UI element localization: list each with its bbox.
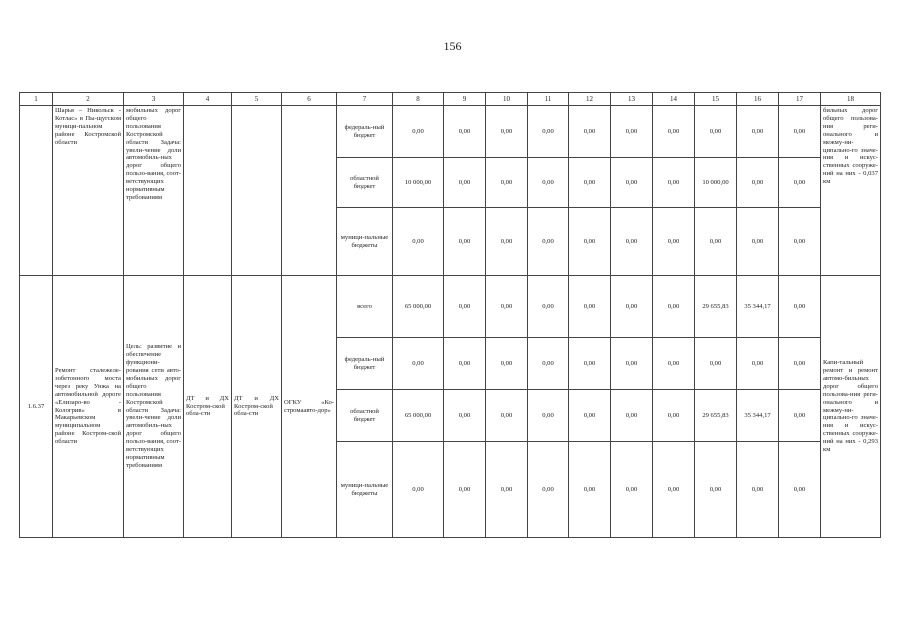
funding-value: 0,00 xyxy=(569,158,611,208)
column-header: 3 xyxy=(124,93,184,106)
funding-source: областной бюджет xyxy=(337,158,393,208)
funding-value: 0,00 xyxy=(779,276,821,338)
funding-value: 29 655,83 xyxy=(695,390,737,442)
funding-value: 35 344,17 xyxy=(737,276,779,338)
funding-value: 0,00 xyxy=(569,106,611,158)
funding-value: 0,00 xyxy=(486,276,528,338)
program-table xyxy=(19,92,881,538)
funding-value: 0,00 xyxy=(444,208,486,276)
table-row xyxy=(20,106,881,158)
funding-value: 0,00 xyxy=(779,338,821,390)
funding-value: 0,00 xyxy=(695,338,737,390)
funding-value: 0,00 xyxy=(486,106,528,158)
column-header: 11 xyxy=(528,93,569,106)
funding-value: 0,00 xyxy=(569,442,611,538)
column-header: 13 xyxy=(611,93,653,106)
column-header: 10 xyxy=(486,93,528,106)
responsible-executor xyxy=(184,106,232,276)
funding-value: 0,00 xyxy=(737,158,779,208)
funding-value: 0,00 xyxy=(393,442,444,538)
funding-value: 0,00 xyxy=(779,390,821,442)
funding-value: 0,00 xyxy=(611,276,653,338)
funding-value: 0,00 xyxy=(444,276,486,338)
co-executor xyxy=(232,106,282,276)
funding-source: федераль-ный бюджет xyxy=(337,106,393,158)
participant xyxy=(282,106,337,276)
funding-value: 0,00 xyxy=(528,338,569,390)
column-header: 15 xyxy=(695,93,737,106)
goal-and-task: Цель: развитие и обеспечение функциони-рования сети авто-мобильных дорог общего пользования Костромской области Задача: увели-чение доли автомобиль-ных дорог общего пользо-вания, соот-ветствующих нормативным требованиям xyxy=(124,276,184,538)
funding-source: федераль-ный бюджет xyxy=(337,338,393,390)
funding-value: 0,00 xyxy=(779,208,821,276)
funding-value: 0,00 xyxy=(486,390,528,442)
funding-value: 0,00 xyxy=(611,338,653,390)
column-header: 6 xyxy=(282,93,337,106)
funding-value: 0,00 xyxy=(569,276,611,338)
funding-value: 0,00 xyxy=(444,338,486,390)
funding-value: 0,00 xyxy=(569,208,611,276)
funding-value: 0,00 xyxy=(653,338,695,390)
funding-source: областной бюджет xyxy=(337,390,393,442)
funding-value: 0,00 xyxy=(653,390,695,442)
funding-value: 65 000,00 xyxy=(393,390,444,442)
page-number: 156 xyxy=(443,39,462,53)
measure-name: Ремонт сталежеле-зобетонного моста через реку Унжа на автомобильной дороге «Елизаро-во - Кологрив» в Макарьевском муниципальном районе Костром-ской области xyxy=(53,276,124,538)
funding-value: 0,00 xyxy=(779,106,821,158)
funding-value: 0,00 xyxy=(444,158,486,208)
funding-value: 0,00 xyxy=(653,106,695,158)
goal-and-task: мобильных дорог общего пользования Костромской области Задача: увели-чение доли автомобиль-ных дорог общего пользо-вания, соот-ветствующих нормативным требованиям xyxy=(124,106,184,276)
funding-value: 0,00 xyxy=(528,276,569,338)
funding-value: 0,00 xyxy=(528,106,569,158)
row-code xyxy=(20,106,53,276)
column-header: 9 xyxy=(444,93,486,106)
funding-value: 0,00 xyxy=(653,158,695,208)
funding-value: 0,00 xyxy=(695,208,737,276)
funding-value: 0,00 xyxy=(695,442,737,538)
column-header: 4 xyxy=(184,93,232,106)
column-header: 14 xyxy=(653,93,695,106)
funding-value: 0,00 xyxy=(779,442,821,538)
funding-value: 0,00 xyxy=(528,158,569,208)
funding-source: муници-пальные бюджеты xyxy=(337,208,393,276)
funding-value: 0,00 xyxy=(528,208,569,276)
funding-value: 65 000,00 xyxy=(393,276,444,338)
header-row xyxy=(20,93,881,106)
funding-source: всего xyxy=(337,276,393,338)
funding-value: 0,00 xyxy=(393,208,444,276)
funding-value: 0,00 xyxy=(737,338,779,390)
column-header: 5 xyxy=(232,93,282,106)
funding-value: 0,00 xyxy=(528,442,569,538)
column-header: 1 xyxy=(20,93,53,106)
row-code: 1.6.37 xyxy=(20,276,53,538)
funding-source: муници-пальные бюджеты xyxy=(337,442,393,538)
funding-value: 0,00 xyxy=(569,390,611,442)
table-row xyxy=(20,276,881,338)
column-header: 8 xyxy=(393,93,444,106)
responsible-executor: ДТ и ДХ Костром-ской обла-сти xyxy=(184,276,232,538)
measure-name: Шарья – Никольск - Котлас» в Пы-щугском муници-пальном районе Костромской области xyxy=(53,106,124,276)
expected-result: Капи-тальный ремонт и ремонт автомо-бильных дорог общего пользова-ния реги-онального и межму-ни-ципально-го значе-ния и искус-ственных сооруже-ний на них - 0,293 км xyxy=(821,276,881,538)
funding-value: 0,00 xyxy=(737,106,779,158)
funding-value: 0,00 xyxy=(653,208,695,276)
funding-value: 0,00 xyxy=(653,442,695,538)
funding-value: 0,00 xyxy=(611,158,653,208)
funding-value: 29 655,83 xyxy=(695,276,737,338)
column-header: 17 xyxy=(779,93,821,106)
funding-value: 0,00 xyxy=(486,208,528,276)
funding-value: 0,00 xyxy=(569,338,611,390)
participant: ОГКУ «Ко-стромаавто-дор» xyxy=(282,276,337,538)
funding-value: 0,00 xyxy=(737,208,779,276)
funding-value: 0,00 xyxy=(444,390,486,442)
funding-value: 0,00 xyxy=(779,158,821,208)
funding-value: 0,00 xyxy=(611,106,653,158)
funding-value: 0,00 xyxy=(695,106,737,158)
column-header: 18 xyxy=(821,93,881,106)
funding-value: 0,00 xyxy=(486,338,528,390)
funding-value: 0,00 xyxy=(444,442,486,538)
funding-value: 0,00 xyxy=(486,442,528,538)
funding-value: 0,00 xyxy=(486,158,528,208)
funding-value: 0,00 xyxy=(611,208,653,276)
funding-value: 10 000,00 xyxy=(393,158,444,208)
funding-value: 0,00 xyxy=(737,442,779,538)
funding-value: 0,00 xyxy=(611,390,653,442)
column-header: 2 xyxy=(53,93,124,106)
funding-value: 0,00 xyxy=(653,276,695,338)
funding-value: 0,00 xyxy=(393,338,444,390)
funding-value: 0,00 xyxy=(393,106,444,158)
column-header: 12 xyxy=(569,93,611,106)
funding-value: 0,00 xyxy=(528,390,569,442)
funding-value: 10 000,00 xyxy=(695,158,737,208)
column-header: 7 xyxy=(337,93,393,106)
expected-result: бильных дорог общего пользова-ния реги-онального и межму-ни-ципально-го значе-ния и искус-ственных сооруже-ний на них - 0,037 км xyxy=(821,106,881,276)
funding-value: 0,00 xyxy=(611,442,653,538)
funding-value: 35 344,17 xyxy=(737,390,779,442)
column-header: 16 xyxy=(737,93,779,106)
co-executor: ДТ и ДХ Костром-ской обла-сти xyxy=(232,276,282,538)
funding-value: 0,00 xyxy=(444,106,486,158)
